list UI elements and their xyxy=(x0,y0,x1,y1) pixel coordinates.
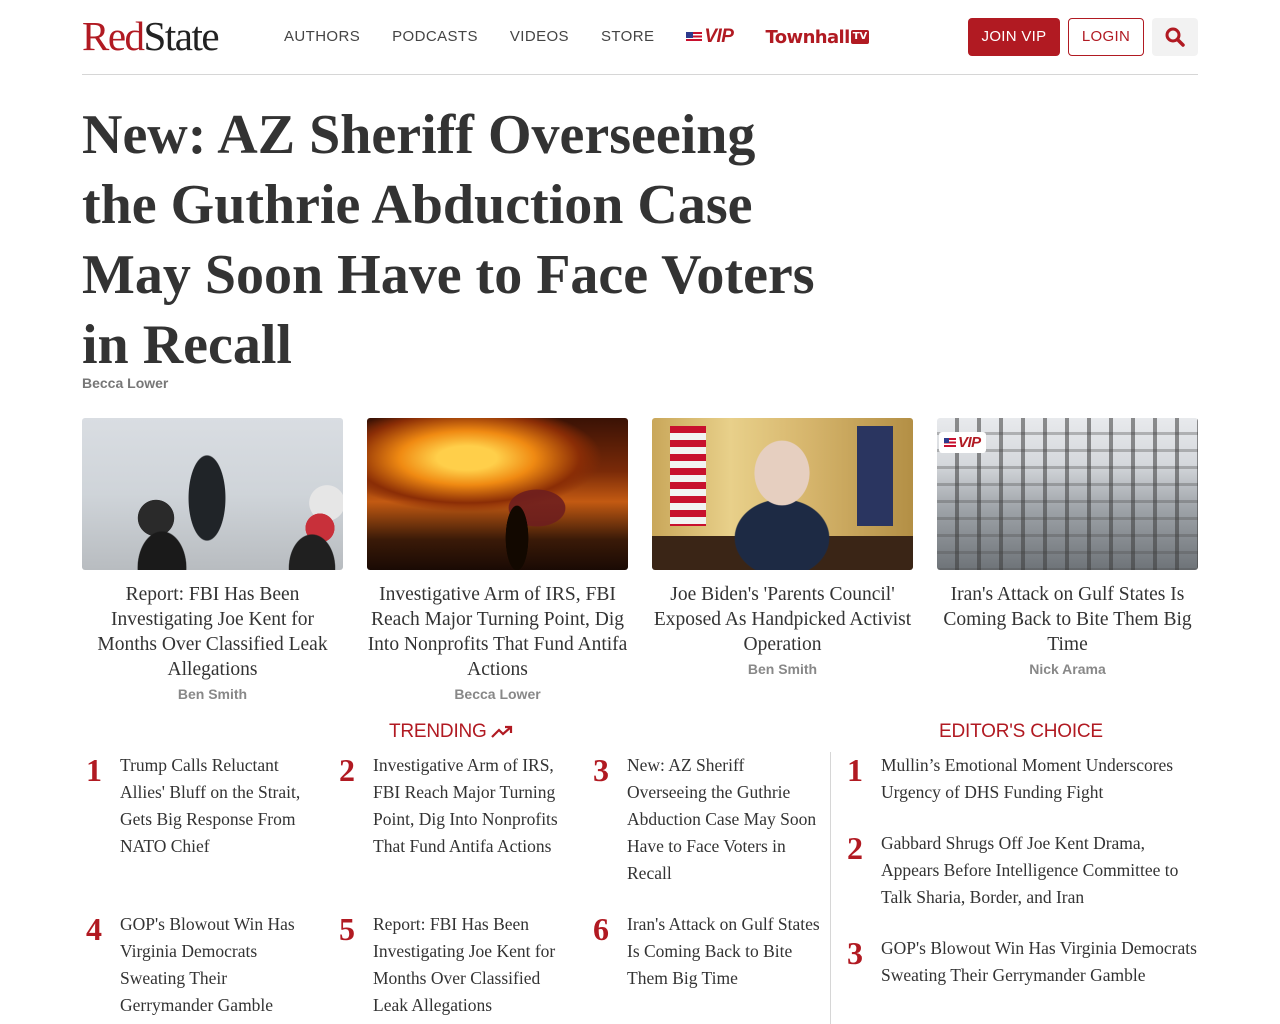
main-headline-author[interactable]: Becca Lower xyxy=(82,375,169,391)
redstate-logo[interactable] xyxy=(82,14,218,58)
trending-item[interactable] xyxy=(339,752,569,860)
rank-number: 6 xyxy=(593,911,609,947)
rank-number: 2 xyxy=(339,752,355,788)
refinery-photo[interactable] xyxy=(937,418,1198,570)
rank-number: 3 xyxy=(847,935,863,971)
tv-badge: TV xyxy=(852,31,868,42)
trending-up-icon xyxy=(491,725,513,739)
rank-number: 3 xyxy=(593,752,609,788)
trending-item[interactable] xyxy=(339,911,569,1019)
nav-vip[interactable] xyxy=(686,26,733,48)
card-title[interactable]: Investigative Arm of IRS, FBI Reach Major Turning Point, Dig Into Nonprofits That Fund Antifa Actions xyxy=(367,584,628,680)
rank-number: 1 xyxy=(86,752,102,788)
card-title[interactable]: Report: FBI Has Been Investigating Joe Kent for Months Over Classified Leak Allegations xyxy=(97,584,328,680)
trending-item[interactable] xyxy=(593,911,823,992)
logo-black-part: State xyxy=(143,13,219,59)
join-vip-button[interactable]: JOIN VIP xyxy=(968,18,1060,56)
us-flag-icon xyxy=(686,32,702,43)
login-button[interactable]: LOGIN xyxy=(1068,18,1144,56)
trending-item-title[interactable]: Report: FBI Has Been Investigating Joe Kent for Months Over Classified Leak Allegations xyxy=(373,914,556,1015)
card-author[interactable]: Becca Lower xyxy=(454,686,541,702)
nav-videos[interactable]: VIDEOS xyxy=(509,28,569,45)
editors-choice-title[interactable]: GOP's Blowout Win Has Virginia Democrats Sweating Their Gerrymander Gamble xyxy=(881,938,1197,985)
trending-item-title[interactable]: Trump Calls Reluctant Allies' Bluff on the Strait, Gets Big Response From NATO Chief xyxy=(120,755,301,856)
editors-choice-item[interactable] xyxy=(847,752,1201,806)
nav-authors[interactable]: AUTHORS xyxy=(284,28,361,45)
editors-choice-heading: EDITOR'S CHOICE xyxy=(939,721,1103,742)
rank-number: 4 xyxy=(86,911,102,947)
featured-cards xyxy=(82,418,1198,702)
rank-number: 5 xyxy=(339,911,355,947)
trending-item[interactable] xyxy=(593,752,823,887)
trending-heading xyxy=(389,721,513,743)
nav-store[interactable]: STORE xyxy=(600,28,655,45)
search-button[interactable] xyxy=(1152,18,1198,56)
story-card[interactable] xyxy=(652,418,913,702)
card-author[interactable]: Nick Arama xyxy=(1029,661,1106,677)
trending-item[interactable] xyxy=(86,911,316,1019)
editors-choice-title[interactable]: Gabbard Shrugs Off Joe Kent Drama, Appears Before Intelligence Committee to Talk Sharia, Border, and Iran xyxy=(881,833,1179,907)
fire-flag-photo[interactable] xyxy=(367,418,628,570)
card-author[interactable]: Ben Smith xyxy=(177,686,248,702)
oval-office-photo[interactable] xyxy=(652,418,913,570)
protest-rally-photo[interactable] xyxy=(82,418,343,570)
rank-number: 2 xyxy=(847,830,863,866)
story-card[interactable] xyxy=(82,418,343,702)
main-headline[interactable]: New: AZ Sheriff Overseeing the Guthrie Abduction Case May Soon Have to Face Voters in Recall xyxy=(82,104,815,376)
rank-number: 1 xyxy=(847,752,863,788)
trending-item-title[interactable]: Investigative Arm of IRS, FBI Reach Major Turning Point, Dig Into Nonprofits That Fund Antifa Actions xyxy=(373,755,558,856)
logo-red-part: Red xyxy=(82,13,144,59)
editors-choice-title[interactable]: Mullin’s Emotional Moment Underscores Urgency of DHS Funding Fight xyxy=(881,755,1174,802)
column-divider xyxy=(830,752,831,1024)
trending-label: TRENDING xyxy=(389,721,487,742)
townhall-label: Townhall xyxy=(765,26,850,48)
card-author[interactable]: Ben Smith xyxy=(747,661,818,677)
editors-choice-item[interactable] xyxy=(847,830,1201,911)
vip-badge xyxy=(939,432,986,453)
trending-item-title[interactable]: Iran's Attack on Gulf States Is Coming Back to Bite Them Big Time xyxy=(627,914,820,988)
us-flag-icon xyxy=(944,438,956,447)
nav-podcasts[interactable]: PODCASTS xyxy=(392,28,478,45)
site-header xyxy=(82,0,1198,75)
card-title[interactable]: Joe Biden's 'Parents Council' Exposed As Handpicked Activist Operation xyxy=(653,584,912,655)
editors-choice-item[interactable] xyxy=(847,935,1201,989)
vip-badge-label: VIP xyxy=(958,434,981,451)
story-card[interactable] xyxy=(937,418,1198,702)
trending-item[interactable] xyxy=(86,752,316,860)
search-icon xyxy=(1165,27,1185,47)
main-nav xyxy=(284,26,869,48)
story-card[interactable] xyxy=(367,418,628,702)
nav-vip-label: VIP xyxy=(704,26,734,47)
trending-item-title[interactable]: New: AZ Sheriff Overseeing the Guthrie Abduction Case May Soon Have to Face Voters in Recall xyxy=(627,755,817,883)
nav-townhall-tv[interactable] xyxy=(765,27,869,48)
card-title[interactable]: Iran's Attack on Gulf States Is Coming Back to Bite Them Big Time xyxy=(943,584,1192,655)
trending-item-title[interactable]: GOP's Blowout Win Has Virginia Democrats Sweating Their Gerrymander Gamble xyxy=(120,914,295,1015)
